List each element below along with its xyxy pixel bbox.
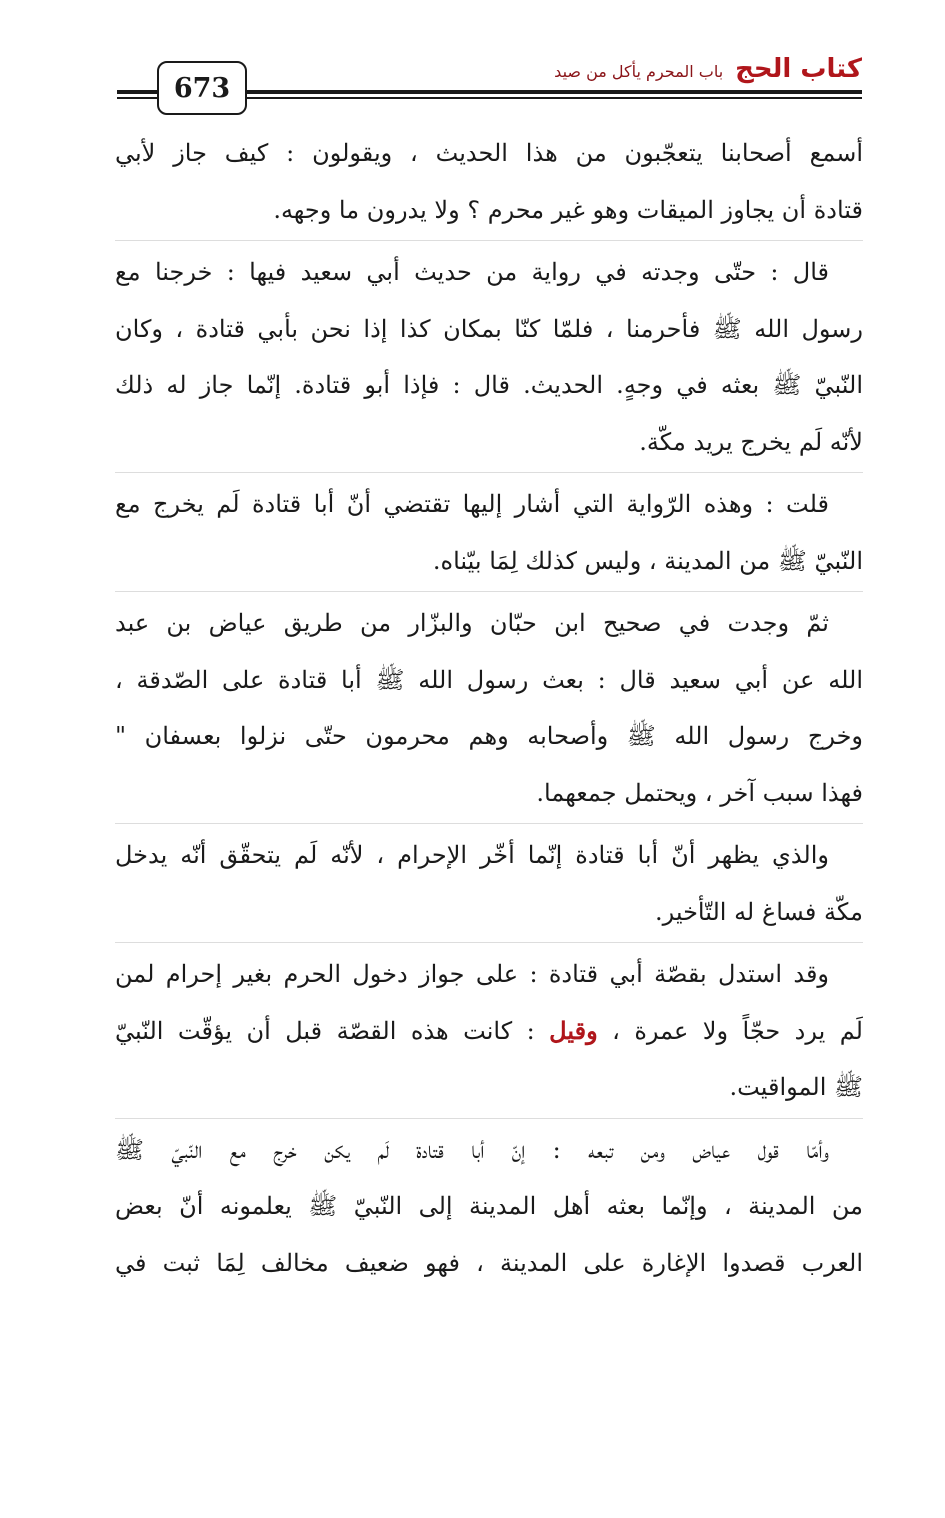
paragraph-divider [115,240,863,241]
paragraph-divider [115,942,863,943]
text-line: قلت : وهذه الرّواية التي أشار إليها تقتضي أنّ أبا قتادة لَم يخرج مع [115,490,829,518]
paragraph-divider [115,472,863,473]
text-line: من المدينة ، وإنّما بعثه أهل المدينة إلى النّبيّ ﷺ يعلمونه أنّ بعض [115,1192,863,1220]
text-line: لأنّه لَم يخرج يريد مكّة. [639,427,863,456]
text-line: أسمع أصحابنا يتعجّبون من هذا الحديث ، ويقولون : كيف جاز لأبي [115,139,863,167]
paragraph-divider [115,591,863,592]
paragraph-divider [115,823,863,824]
text-line: النّبيّ ﷺ بعثه في وجهٍ. الحديث. قال : فإذا أبو قتادة. إنّما جاز له ذلك [115,371,863,399]
text-line: وأمّا قول عياض ومن تبعه : إنّ أبا قتادة لَم يكن خرج مع النّبيّ ﷺ [115,1135,829,1164]
text-segment: : كانت هذه القصّة قبل أن يؤقّت النّبيّ [115,1016,535,1045]
text-line [115,1003,863,1060]
paragraph-divider [115,1118,863,1119]
text-line: قتادة أن يجاوز الميقات وهو غير محرم ؟ ولا يدرون ما وجهه. [273,195,863,224]
page-body [115,125,863,1291]
page-number: 673 [157,61,247,115]
text-line: فهذا سبب آخر ، ويحتمل جمعهما. [536,778,863,807]
running-title [554,54,862,84]
book-title: كتاب الحج [735,54,862,84]
highlighted-word: وقيل [549,1015,598,1045]
text-line: مكّة فساغ له التّأخير. [654,897,863,926]
text-line: والذي يظهر أنّ أبا قتادة إنّما أخّر الإحرام ، لأنّه لَم يتحقّق أنّه يدخل [115,841,830,869]
text-line: قال : حتّى وجدته في رواية من حديث أبي سعيد فيها : خرجنا مع [115,258,829,286]
chapter-title: باب المحرم يأكل من صيد [554,62,724,81]
text-line: العرب قصدوا الإغارة على المدينة ، فهو ضعيف مخالف لِمَا ثبت في [115,1248,863,1277]
page-header [117,52,862,112]
text-line: الله عن أبي سعيد قال : بعث رسول الله ﷺ أبا قتادة على الصّدقة ، [115,665,863,694]
text-line: ﷺ المواقيت. [729,1073,863,1101]
text-line: وخرج رسول الله ﷺ وأصحابه وهم محرمون حتّى نزلوا بعسفان " [115,722,863,750]
text-line: النّبيّ ﷺ من المدينة ، وليس كذلك لِمَا بيّناه. [432,546,863,575]
text-line: رسول الله ﷺ فأحرمنا ، فلمّا كنّا بمكان كذا إذا نحن بأبي قتادة ، وكان [115,314,863,343]
text-line: ثمّ وجدت في صحيح ابن حبّان والبزّار من طريق عياض بن عبد [115,609,829,637]
text-line: وقد استدل بقصّة أبي قتادة : على جواز دخول الحرم بغير إحرام لمن [115,960,829,988]
text-segment: لَم يرد حجّاً ولا عمرة ، [612,1016,863,1045]
